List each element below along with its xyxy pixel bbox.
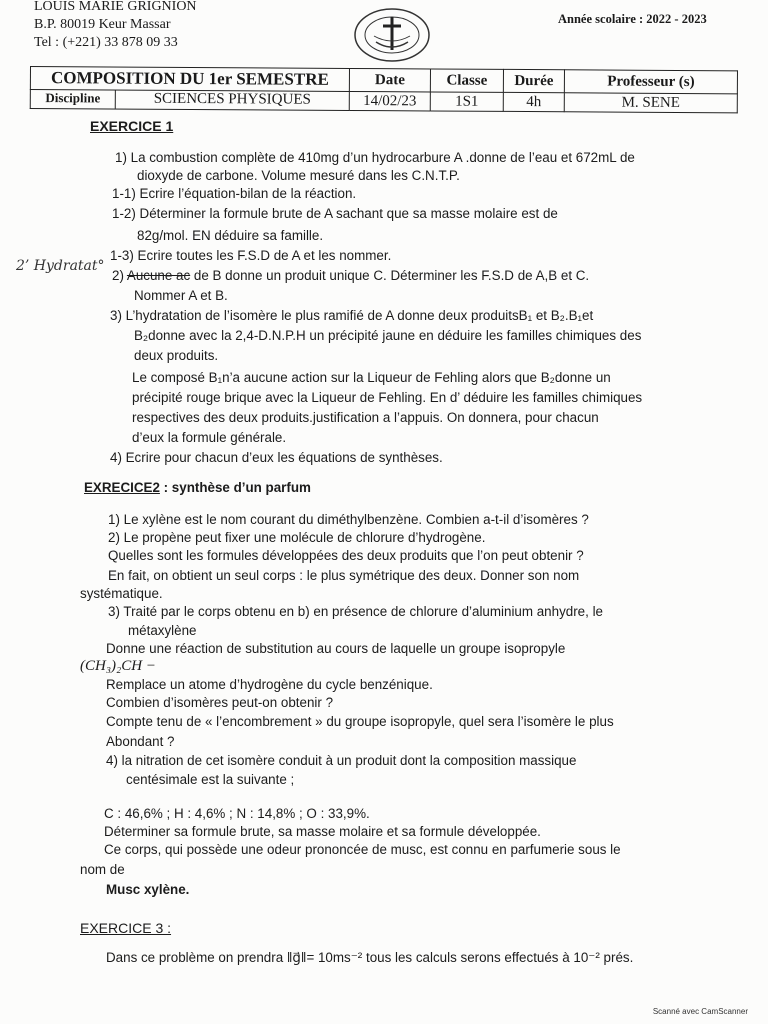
isopropyl-formula: (CH₃)₂CH −	[80, 658, 156, 674]
ex2-line: systématique.	[80, 586, 163, 601]
ex1-line: B₂donne avec la 2,4-D.N.P.H un précipité jaune en déduire les familles chimiques des	[134, 328, 642, 343]
classe-label: Classe	[430, 69, 503, 92]
ex1-q2-number: 2)	[112, 268, 124, 283]
ex1-line: d’eux la formule générale.	[132, 430, 287, 445]
ex2-line: 3) Traité par le corps obtenu en b) en présence de chlorure d’aluminium anhydre, le	[108, 604, 603, 619]
exercise-2-title	[84, 480, 311, 495]
ex1-line	[112, 268, 589, 283]
composition-values: C : 46,6% ; H : 4,6% ; N : 14,8% ; O : 33,9%.	[104, 806, 370, 821]
date-value: 14/02/23	[349, 91, 430, 110]
exam-title: COMPOSITION DU 1er SEMESTRE	[30, 67, 349, 92]
ex1-line: deux produits.	[134, 348, 219, 363]
handwritten-note: 2’ Hydratat°	[16, 258, 105, 274]
ex2-line: nom de	[80, 862, 125, 877]
exercise-1-title: EXERCICE 1	[90, 118, 174, 134]
exercise-3-title: EXERCICE 3 :	[80, 920, 172, 936]
date-label: Date	[349, 68, 430, 91]
ex2-line: Déterminer sa formule brute, sa masse molaire et sa formule développée.	[104, 824, 541, 839]
ex1-line: 1-3) Ecrire toutes les F.S.D de A et les nommer.	[110, 248, 392, 263]
exercise-2-number: EXRECICE2	[84, 480, 160, 495]
ex1-line: 1) La combustion complète de 410mg d’un hydrocarbure A .donne de l’eau et 672mL de	[115, 150, 635, 165]
school-year: Année scolaire : 2022 - 2023	[558, 12, 707, 26]
musc-xylene-name: Musc xylène.	[106, 882, 190, 897]
ex2-line: Compte tenu de « l’encombrement » du groupe isopropyle, quel sera l’isomère le plus	[106, 714, 614, 729]
ex1-line: 4) Ecrire pour chacun d’eux les équations de synthèses.	[110, 450, 443, 465]
ex2-line: 1) Le xylène est le nom courant du diméthylbenzène. Combien a-t-il d’isomères ?	[108, 512, 589, 527]
ex2-line: centésimale est la suivante ;	[126, 772, 295, 787]
exercise-2-subtitle: : synthèse d’un parfum	[159, 480, 311, 495]
duree-label: Durée	[503, 69, 564, 92]
school-name: LOUIS MARIE GRIGNION	[34, 0, 197, 14]
ex2-line: métaxylène	[128, 623, 197, 638]
ex1-line: 1-1) Ecrire l’équation-bilan de la réaction.	[112, 186, 357, 201]
ex1-line: Nommer A et B.	[134, 288, 228, 303]
ex1-line: Le composé B₁n’a aucune action sur la Liqueur de Fehling alors que B₂donne un	[132, 370, 611, 385]
ex1-line: précipité rouge brique avec la Liqueur de Fehling. En d’ déduire les familles chimiques	[132, 390, 643, 405]
ex2-line: 2) Le propène peut fixer une molécule de chlorure d’hydrogène.	[108, 530, 486, 545]
ex2-line: En fait, on obtient un seul corps : le plus symétrique des deux. Donner son nom	[108, 568, 580, 583]
ex1-q2-struck-text: Aucune ac	[126, 268, 191, 283]
discipline-label: Discipline	[31, 90, 116, 109]
school-po-box: B.P. 80019 Keur Massar	[34, 17, 171, 32]
ex1-line: 82g/mol. EN déduire sa famille.	[137, 228, 324, 243]
ex2-line: Abondant ?	[106, 734, 175, 749]
ex1-line: respectives des deux produits.justification a l’appuis. On donnera, pour chacun	[132, 410, 599, 425]
scanner-watermark: Scanné avec CamScanner	[652, 1007, 748, 1016]
ex2-line: Ce corps, qui possède une odeur prononcée de musc, est connu en parfumerie sous le	[104, 842, 621, 857]
ex1-line: dioxyde de carbone. Volume mesuré dans les C.N.T.P.	[137, 168, 460, 183]
discipline-value: SCIENCES PHYSIQUES	[153, 90, 311, 108]
ex1-line: 3) L’hydratation de l’isomère le plus ramifié de A donne deux produitsB₁ et B₂.B₁et	[110, 308, 594, 323]
ex2-line: 4) la nitration de cet isomère conduit à un produit dont la composition massique	[106, 753, 577, 768]
professeur-label: Professeur (s)	[564, 70, 737, 94]
ex3-line: Dans ce problème on prendra ‖g⃗‖= 10ms⁻² tous les calculs serons effectués à 10⁻² prés.	[106, 950, 634, 965]
classe-value: 1S1	[430, 92, 503, 111]
ex2-line: Donne une réaction de substitution au cours de laquelle un groupe isopropyle	[106, 641, 566, 656]
ex2-line: Quelles sont les formules développées des deux produits que l’on peut obtenir ?	[108, 548, 584, 563]
professeur-value: M. SENE	[564, 93, 737, 113]
school-phone: Tel : (+221) 33 878 09 33	[34, 35, 178, 50]
ex1-q2-text: de B donne un produit unique C. Déterminer les F.S.D de A,B et C.	[190, 268, 590, 283]
ex2-line: Remplace un atome d’hydrogène du cycle benzénique.	[106, 677, 433, 692]
ex2-line: Combien d’isomères peut-on obtenir ?	[106, 695, 334, 710]
ex1-line: 1-2) Déterminer la formule brute de A sachant que sa masse molaire est de	[112, 206, 558, 221]
duree-value: 4h	[503, 92, 564, 111]
